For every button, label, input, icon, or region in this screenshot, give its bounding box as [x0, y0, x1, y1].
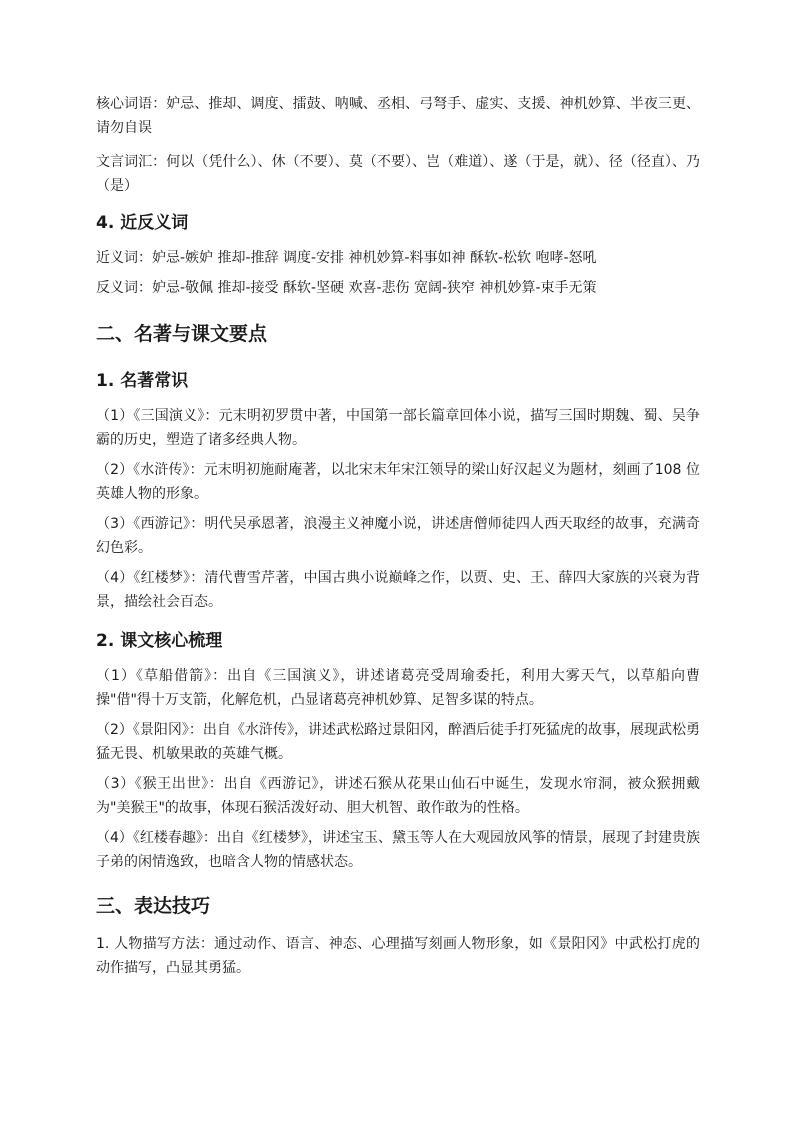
classics-item: （2）《水浒传》：元末明初施耐庵著，以北宋末年宋江领导的梁山好汉起义为题材，刻画了108 位英雄人物的形象。 [96, 462, 700, 502]
technique-item: 1. 人物描写方法：通过动作、语言、神态、心理描写刻画人物形象，如《景阳冈》中武松打虎的动作描写，凸显其勇猛。 [96, 936, 700, 976]
classical-vocab-paragraph: 文言词汇：何以（凭什么）、休（不要）、莫（不要）、岂（难道）、遂（于是，就）、径（径直）、乃（是） [96, 154, 700, 194]
near-synonyms-paragraph: 近义词：妒忌-嫉妒 推却-推辞 调度-安排 神机妙算-料事如神 酥软-松软 咆哮-怒吼 [96, 250, 597, 266]
section2-heading: 二、名著与课文要点 [96, 323, 268, 345]
classics-item: （1）《三国演义》：元末明初罗贯中著，中国第一部长篇章回体小说，描写三国时期魏、蜀、吴争霸的历史，塑造了诸多经典人物。 [96, 408, 700, 448]
document-page [96, 92, 700, 980]
classics-item: （3）《西游记》：明代吴承恩著，浪漫主义神魔小说，讲述唐僧师徒四人西天取经的故事，充满奇幻色彩。 [96, 516, 700, 556]
lessons-item: （2）《景阳冈》：出自《水浒传》，讲述武松路过景阳冈，醉酒后徒手打死猛虎的故事，展现武松勇猛无畏、机敏果敢的英雄气概。 [96, 722, 700, 762]
classics-item: （4）《红楼梦》：清代曹雪芹著，中国古典小说巅峰之作，以贾、史、王、薛四大家族的兴衰为背景，描绘社会百态。 [96, 570, 700, 610]
lessons-item: （3）《猴王出世》：出自《西游记》，讲述石猴从花果山仙石中诞生，发现水帘洞，被众猴拥戴为"美猴王"的故事，体现石猴活泼好动、胆大机智、敢作敢为的性格。 [96, 776, 700, 816]
lessons-item: （1）《草船借箭》：出自《三国演义》，讲述诸葛亮受周瑜委托，利用大雾天气，以草船向曹操"借"得十万支箭，化解危机，凸显诸葛亮神机妙算、足智多谋的特点。 [96, 668, 700, 708]
section3-heading: 三、表达技巧 [96, 895, 211, 917]
antonyms-paragraph: 反义词：妒忌-敬佩 推却-接受 酥软-坚硬 欢喜-悲伤 宽阔-狭窄 神机妙算-束手无策 [96, 280, 597, 296]
lessons-heading: 2. 课文核心梳理 [96, 631, 223, 651]
core-vocab-paragraph: 核心词语：妒忌、推却、调度、擂鼓、呐喊、丞相、弓弩手、虚实、支援、神机妙算、半夜三更、请勿自误 [96, 96, 700, 136]
lessons-item: （4）《红楼春趣》：出自《红楼梦》，讲述宝玉、黛玉等人在大观园放风筝的情景，展现了封建贵族子弟的闲情逸致，也暗含人物的情感状态。 [96, 830, 700, 870]
classics-heading: 1. 名著常识 [96, 371, 189, 391]
synonyms-heading: 4. 近反义词 [96, 213, 189, 233]
